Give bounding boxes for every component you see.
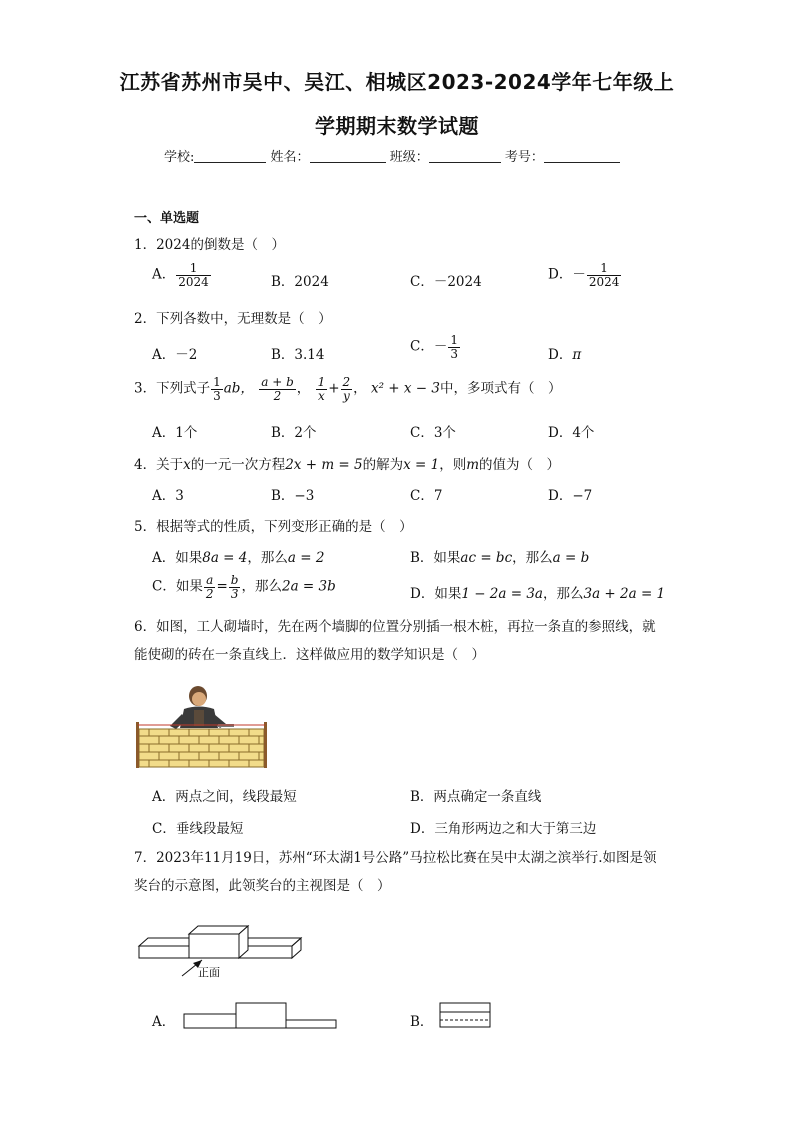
q7-option-b[interactable]: B． <box>410 1014 434 1030</box>
q5-option-c[interactable]: C．如果 $\frac{a}{2}$ = $\frac{b}{3}$ ，那么2a = 3b <box>152 573 336 601</box>
name-blank[interactable] <box>310 149 386 163</box>
question-6-stem: 6．如图，工人砌墙时，先在两个墙脚的位置分别插一根木桩，再拉一条直的参照线，就能使砌的砖在一条直线上．这样做应用的数学知识是（ ） <box>134 619 656 663</box>
question-2-stem: 2．下列各数中，无理数是（ ） <box>134 311 332 327</box>
q6-option-c[interactable]: C．垂线段最短 <box>152 821 244 837</box>
q3-option-d[interactable]: D．4个 <box>548 425 595 441</box>
exam-title-line2: 学期期末数学试题 <box>315 114 479 138</box>
q1-d-fraction: $\frac{1}{2024}$ <box>588 261 620 289</box>
exam-title-line1: 江苏省苏州市吴中、吴江、相城区2023-2024学年七年级上 <box>119 70 675 94</box>
q7-option-a-figure <box>182 1000 338 1032</box>
q3-option-a[interactable]: A．1个 <box>152 425 198 441</box>
q1-option-d[interactable]: D．－ $\frac{1}{2024}$ <box>548 261 620 289</box>
school-label: 学校: <box>164 150 195 165</box>
q2-option-d[interactable]: D．π <box>548 347 582 363</box>
q6-option-a[interactable]: A．两点之间，线段最短 <box>152 789 297 805</box>
podium-3d-diagram <box>134 918 309 986</box>
student-info-row <box>164 146 620 165</box>
q1-a-fraction: $\frac{1}{2024}$ <box>178 261 209 289</box>
bricklayer-illustration <box>134 684 274 770</box>
number-label: 考号： <box>504 150 544 165</box>
school-blank[interactable] <box>194 149 266 163</box>
question-4-stem: 4．关于x的一元一次方程2x + m = 5的解为x = 1，则m的值为（ ） <box>134 457 561 473</box>
q2-c-fraction: $\frac{1}{3}$ <box>450 333 458 361</box>
question-7-stem: 7．2023年11月19日，苏州“环太湖1号公路”马拉松比赛在吴中太湖之滨举行.如图是领奖台的示意图，此领奖台的主视图是（ ） <box>134 850 657 894</box>
q3-option-c[interactable]: C．3个 <box>410 425 456 441</box>
q6-option-d[interactable]: D．三角形两边之和大于第三边 <box>410 821 597 837</box>
q2-option-b[interactable]: B．3.14 <box>271 347 325 363</box>
question-1-stem: 1．2024的倒数是（ ） <box>134 237 285 253</box>
section-heading: 一、单选题 <box>134 211 200 226</box>
q2-option-c[interactable]: C．－ $\frac{1}{3}$ <box>410 333 458 361</box>
q6-option-b[interactable]: B．两点确定一条直线 <box>410 789 542 805</box>
q4-option-b[interactable]: B．−3 <box>271 488 315 504</box>
question-3-stem: 3．下列式子 $\frac{1}{3}$ ab， $\frac{a + b}{2}$ ， $\frac{1}{x}$ + $\frac{2}{y}$ ， x² + x − 3中，多项式有（ ） <box>134 375 562 403</box>
q2-option-a[interactable]: A．－2 <box>152 347 198 363</box>
class-label: 班级： <box>389 150 429 165</box>
question-5-stem: 5．根据等式的性质，下列变形正确的是（ ） <box>134 519 413 535</box>
q5-option-d[interactable]: D．如果1 − 2a = 3a，那么3a + 2a = 1 <box>410 586 666 602</box>
q1-option-b[interactable]: B．2024 <box>271 274 329 290</box>
q3-option-b[interactable]: B．2个 <box>271 425 317 441</box>
q4-option-a[interactable]: A．3 <box>152 488 184 504</box>
q4-option-c[interactable]: C．7 <box>410 488 443 504</box>
number-blank[interactable] <box>544 149 620 163</box>
q4-option-d[interactable]: D．−7 <box>548 488 593 504</box>
q1-option-c[interactable]: C．－2024 <box>410 274 482 290</box>
q5-option-a[interactable]: A．如果8a = 4，那么a = 2 <box>152 550 325 566</box>
q5-option-b[interactable]: B．如果ac = bc，那么a = b <box>410 550 590 566</box>
front-label: 正面 <box>198 966 220 979</box>
q1-option-a[interactable]: A． $\frac{1}{2024}$ <box>152 261 209 289</box>
q7-option-b-figure <box>438 1000 494 1032</box>
name-label: 姓名： <box>270 150 310 165</box>
q7-option-a[interactable]: A． <box>152 1014 176 1030</box>
class-blank[interactable] <box>429 149 501 163</box>
